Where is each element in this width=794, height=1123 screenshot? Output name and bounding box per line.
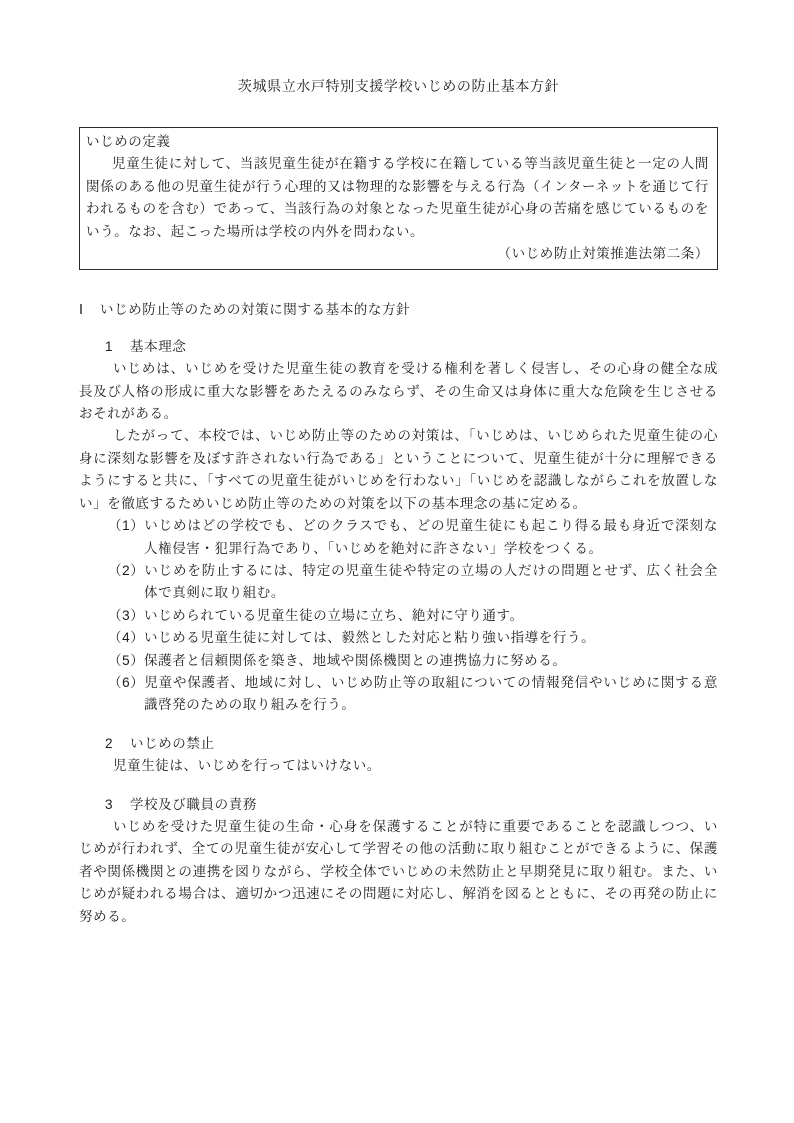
item-text: いじめられている児童生徒の立場に立ち、絶対に守り通す。 [144,607,524,623]
definition-box-citation: （いじめ防止対策推進法第二条） [497,246,709,262]
section-number: 3 [105,796,114,812]
numbered-item-list [79,515,718,717]
section-bullying-prohibition [79,733,718,778]
item-marker: （5） [108,652,145,668]
definition-box-heading: いじめの定義 [86,134,171,149]
definition-box-body: 児童生徒に対して、当該児童生徒が在籍する学校に在籍している等当該児童生徒と一定の人間関係のある他の児童生徒が行う心理的又は物理的な影響を与える行為（インターネットを通じて行われるものを含む）であって、当該行為の対象となった児童生徒が心身の苦痛を感じているものをいう。なお、起こった場所は学校の内外を問わない。 [86,156,709,239]
section-school-staff-duties [79,794,718,928]
section-title: いじめの禁止 [130,735,215,751]
section-title: 学校及び職員の責務 [130,796,257,812]
list-item [79,515,718,560]
section-title: 基本理念 [130,338,187,354]
section-heading [79,733,718,755]
section-heading [79,794,718,816]
item-marker: （3） [108,607,145,623]
paragraph: したがって、本校では、いじめ防止等のための対策は、「いじめは、いじめられた児童生徒の心身に深刻な影響を及ぼす許されない行為である」ということについて、児童生徒が十分に理解できるようにすると共に、「すべての児童生徒がいじめを行わない」「いじめを認識しながらこれを放置しない」を徹底するためいじめ防止等のための対策を以下の基本理念の基に定める。 [79,428,718,511]
item-text: いじめはどの学校でも、どのクラスでも、どの児童生徒にも起こり得る最も身近で深刻な人権侵害・犯罪行為であり、「いじめを絶対に許さない」学校をつくる。 [144,518,718,556]
item-text: 児童や保護者、地域に対し、いじめ防止等の取組についての情報発信やいじめに関する意識啓発のための取り組みを行う。 [144,674,718,713]
section-number: 2 [105,735,114,751]
chapter-numeral: Ⅰ [79,302,84,318]
list-item [79,672,718,717]
section-basic-principles [79,336,718,717]
item-text: 保護者と信頼関係を築き、地域や関係機関との連携協力に努める。 [144,652,567,668]
list-item [79,627,718,649]
item-marker: （2） [108,562,145,578]
item-text: いじめを防止するには、特定の児童生徒や特定の立場の人だけの問題とせず、広く社会全体で真剣に取り組む。 [144,562,718,601]
list-item [79,650,718,672]
document-title: 茨城県立水戸特別支援学校いじめの防止基本方針 [237,78,560,94]
item-marker: （4） [108,630,145,646]
paragraph: いじめは、いじめを受けた児童生徒の教育を受ける権利を著しく侵害し、その心身の健全な成長及び人格の形成に重大な影響をあたえるのみならず、その生命又は身体に重大な危険を生じさせるおそれがある。 [79,361,718,422]
definition-box [79,127,718,270]
chapter-title: いじめ防止等のための対策に関する基本的な方針 [100,302,411,318]
chapter-heading [79,299,718,321]
section-number: 1 [105,338,114,354]
section-heading [79,336,718,358]
item-marker: （6） [108,674,145,690]
paragraph: いじめを受けた児童生徒の生命・心身を保護することが特に重要であることを認識しつつ、いじめが行われず、全ての児童生徒が安心して学習その他の活動に取り組むことができるように、保護者や関係機関との連携を図りながら、学校全体でいじめの未然防止と早期発見に取り組む。また、いじめが疑われる場合は、適切かつ迅速にその問題に対応し、解消を図るとともに、その再発の防止に努める。 [79,818,718,924]
list-item [79,605,718,627]
list-item [79,560,718,605]
item-marker: （1） [108,518,145,534]
item-text: いじめる児童生徒に対しては、毅然とした対応と粘り強い指導を行う。 [144,630,596,646]
paragraph: 児童生徒は、いじめを行ってはいけない。 [113,758,381,774]
